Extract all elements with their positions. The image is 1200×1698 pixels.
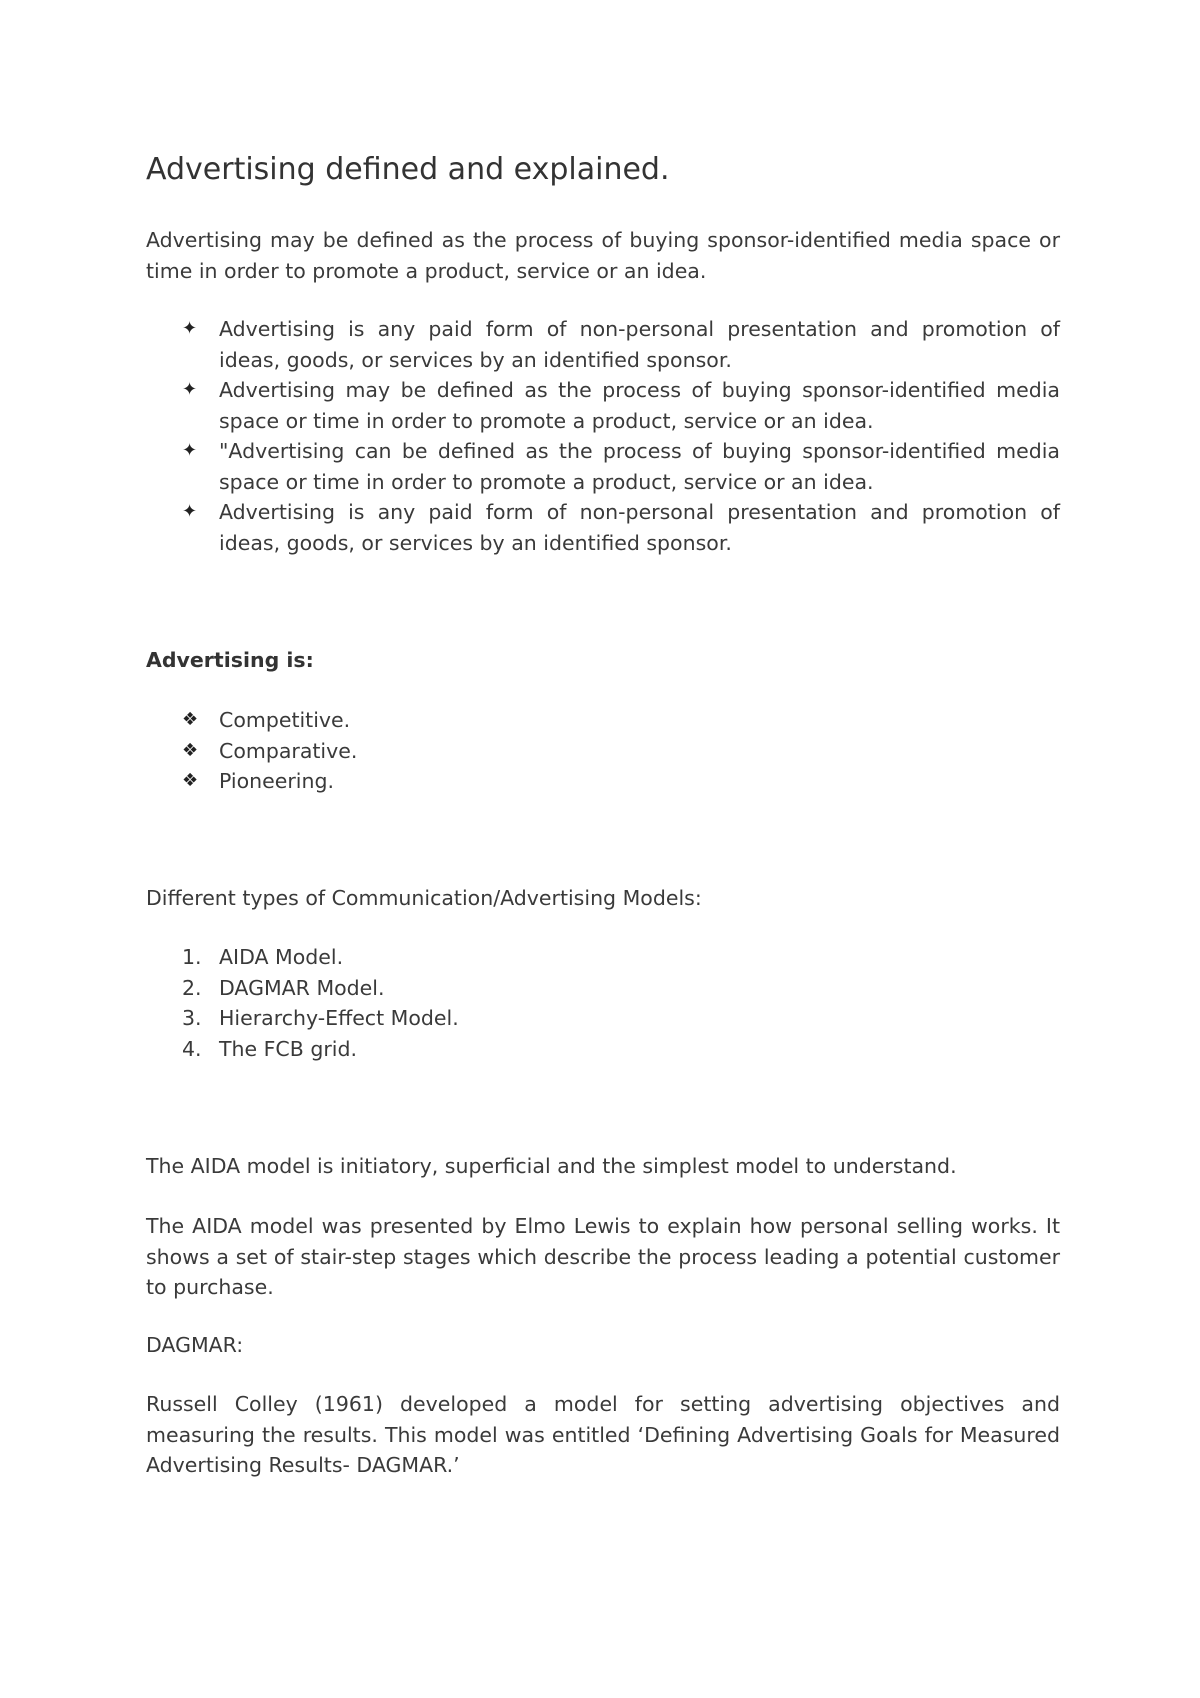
definitions-list <box>146 314 1060 558</box>
list-item <box>146 705 1060 736</box>
list-number: 3. <box>182 1006 202 1030</box>
list-item <box>146 436 1060 497</box>
advertising-is-list <box>146 705 1060 797</box>
list-number: 2. <box>182 975 202 1000</box>
plus-bullet-icon: ✦ <box>182 318 198 339</box>
intro-paragraph: Advertising may be defined as the process of buying sponsor-identified media space or time in order to promote a product, service or an idea. <box>146 228 1060 283</box>
dagmar-paragraph: Russell Colley (1961) developed a model for setting advertising objectives and measuring the results. This model was entitled ‘Defining Advertising Goals for Measured Advertising Results- DAGMAR.’ <box>146 1392 1060 1477</box>
models-list-block <box>146 942 1060 1064</box>
aida-intro-block <box>146 1151 1060 1182</box>
models-list <box>146 942 1060 1064</box>
list-item <box>146 1003 1060 1034</box>
list-number: 1. <box>182 945 202 969</box>
diamond-bullet-icon: ❖ <box>182 709 199 730</box>
list-item <box>146 766 1060 797</box>
list-item-text: Comparative. <box>219 738 358 763</box>
page-title: Advertising defined and explained. <box>146 152 670 187</box>
plus-bullet-icon: ✦ <box>182 440 198 461</box>
list-item-text: DAGMAR Model. <box>219 975 385 1000</box>
list-item <box>146 1034 1060 1065</box>
list-number: 4. <box>182 1036 202 1061</box>
models-heading-block <box>146 883 1060 914</box>
list-item-text: The FCB grid. <box>219 1036 357 1061</box>
diamond-bullet-icon: ❖ <box>182 770 199 791</box>
definition-text: Advertising is any paid form of non-personal presentation and promotion of ideas, goods, or services by an identified sponsor. <box>219 317 1060 372</box>
aida-paragraph-1: The AIDA model is initiatory, superficial and the simplest model to understand. <box>146 1154 957 1178</box>
definitions-list-block <box>146 314 1060 558</box>
definition-text: Advertising is any paid form of non-personal presentation and promotion of ideas, goods, or services by an identified sponsor. <box>219 500 1060 555</box>
dagmar-heading: DAGMAR: <box>146 1333 244 1357</box>
plus-bullet-icon: ✦ <box>182 379 198 400</box>
definition-text: "Advertising can be defined as the process of buying sponsor-identified media space or time in order to promote a product, service or an idea. <box>219 439 1060 494</box>
aida-paragraph-2: The AIDA model was presented by Elmo Lewis to explain how personal selling works. It shows a set of stair-step stages which describe the process leading a potential customer to purchase. <box>146 1214 1060 1299</box>
list-item-text: Competitive. <box>219 708 351 732</box>
advertising-is-heading: Advertising is: <box>146 648 314 672</box>
list-item <box>146 973 1060 1004</box>
list-item-text: Pioneering. <box>219 769 335 793</box>
advertising-is-list-block <box>146 705 1060 797</box>
list-item <box>146 314 1060 375</box>
list-item <box>146 375 1060 436</box>
list-item-text: Hierarchy-Effect Model. <box>219 1006 459 1030</box>
intro-block <box>146 225 1060 286</box>
dagmar-heading-block <box>146 1330 1060 1361</box>
models-heading: Different types of Communication/Advertising Models: <box>146 886 702 910</box>
definition-text: Advertising may be defined as the process of buying sponsor-identified media space or time in order to promote a product, service or an idea. <box>219 378 1060 433</box>
list-item <box>146 497 1060 558</box>
dagmar-paragraph-block <box>146 1389 1060 1481</box>
list-item-text: AIDA Model. <box>219 945 344 969</box>
diamond-bullet-icon: ❖ <box>182 739 199 761</box>
advertising-is-block <box>146 645 1060 675</box>
aida-detail-block <box>146 1211 1060 1303</box>
list-item <box>146 736 1060 767</box>
list-item <box>146 942 1060 973</box>
plus-bullet-icon: ✦ <box>182 501 198 522</box>
